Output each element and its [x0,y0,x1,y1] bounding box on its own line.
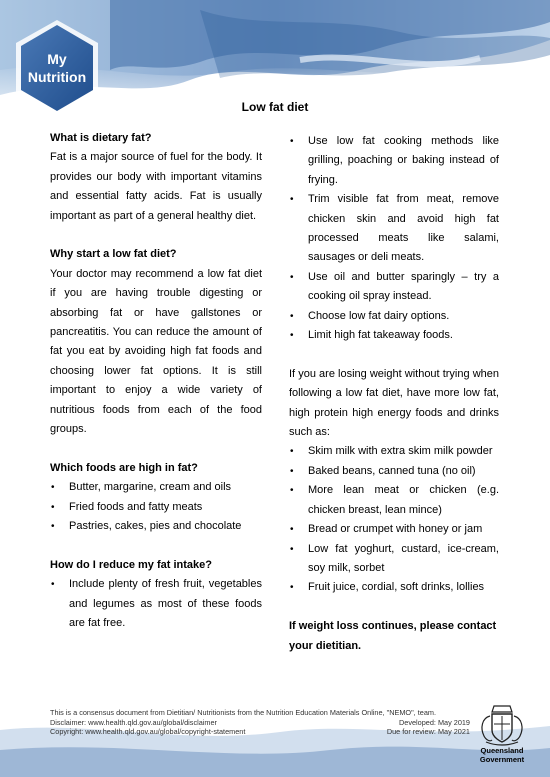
heading-what-is-fat: What is dietary fat? [50,132,152,144]
footer-developed: Developed: May 2019 [399,717,470,727]
list-item: • Fruit juice, cordial, soft drinks, lollies [289,578,499,597]
list-item: • Butter, margarine, cream and oils [50,478,262,497]
list-item: • Low fat yoghurt, custard, ice-cream, soy milk, sorbet [289,540,499,579]
list-item: • Skim milk with extra skim milk powder [289,442,499,461]
closing-note: If weight loss continues, please contact your dietitian. [289,620,497,652]
list-item: • Use low fat cooking methods like grilling, poaching or baking instead of frying. [289,132,499,190]
heading-reduce-fat: How do I reduce my fat intake? [50,558,212,571]
footer-consensus: This is a consensus document from Dietitian/ Nutritionists from the Nutrition Education Materials Online, "NEMO", team. [50,708,436,717]
fat-tips-list [289,132,499,345]
list-item: • Use oil and butter sparingly – try a cooking oil spray instead. [289,268,499,307]
page-title: Low fat diet [241,100,309,114]
my-nutrition-logo-text [14,50,100,86]
list-item: • Bread or crumpet with honey or jam [289,520,499,539]
list-item: • Include plenty of fresh fruit, vegetables and legumes as most of these foods are fat free. [50,575,262,633]
logo-line-nutrition: Nutrition [27,69,87,85]
qld-line-government: Government [479,754,525,764]
list-item: • More lean meat or chicken (e.g. chicken breast, lean mince) [289,481,499,520]
list-item: • Trim visible fat from meat, remove chicken skin and avoid high fat processed meats like salami, sausages or deli meats. [289,190,499,268]
reduce-fat-list [50,575,262,633]
list-item: • Limit high fat takeaway foods. [289,326,499,345]
left-column [50,129,262,634]
queensland-government-logo-text [472,747,532,764]
list-item: • Pastries, cakes, pies and chocolate [50,517,262,536]
right-column [289,132,499,656]
list-item: • Fried foods and fatty meats [50,498,262,517]
paragraph-weight-loss: If you are losing weight without trying when following a low fat diet, have more low fat, high protein high energy foods and drinks such as: [289,367,499,439]
footer-copyright: Copyright: www.health.qld.gov.au/global/copyright-statement [50,727,246,737]
list-item: • Baked beans, canned tuna (no oil) [289,462,499,481]
footer-disclaimer: Disclaimer: www.health.qld.gov.au/global/disclaimer [50,717,217,727]
heading-why-low-fat: Why start a low fat diet? [50,248,177,261]
footer [50,708,470,737]
high-fat-foods-list [50,478,262,536]
footer-review: Due for review: May 2021 [386,727,470,737]
list-item: • Choose low fat dairy options. [289,307,499,326]
paragraph-why-low-fat: Your doctor may recommend a low fat diet if you are having trouble digesting or absorbing fat or have gallstones or pancreatitis. You can reduce the amount of fat you eat by avoiding high fat foods and choosing lower fat options. It is still important to enjoy a wide variety of nutritious foods from each of the food groups. [50,267,262,436]
heading-high-fat-foods: Which foods are high in fat? [50,461,198,474]
paragraph-what-is-fat: Fat is a major source of fuel for the body. It provides our body with important vitamins and essential fatty acids. Fat is usually important as part of a general healthy diet. [50,151,262,222]
logo-line-my: My [47,51,67,67]
qld-line-queensland: Queensland [480,746,524,755]
energy-foods-list [289,442,499,597]
